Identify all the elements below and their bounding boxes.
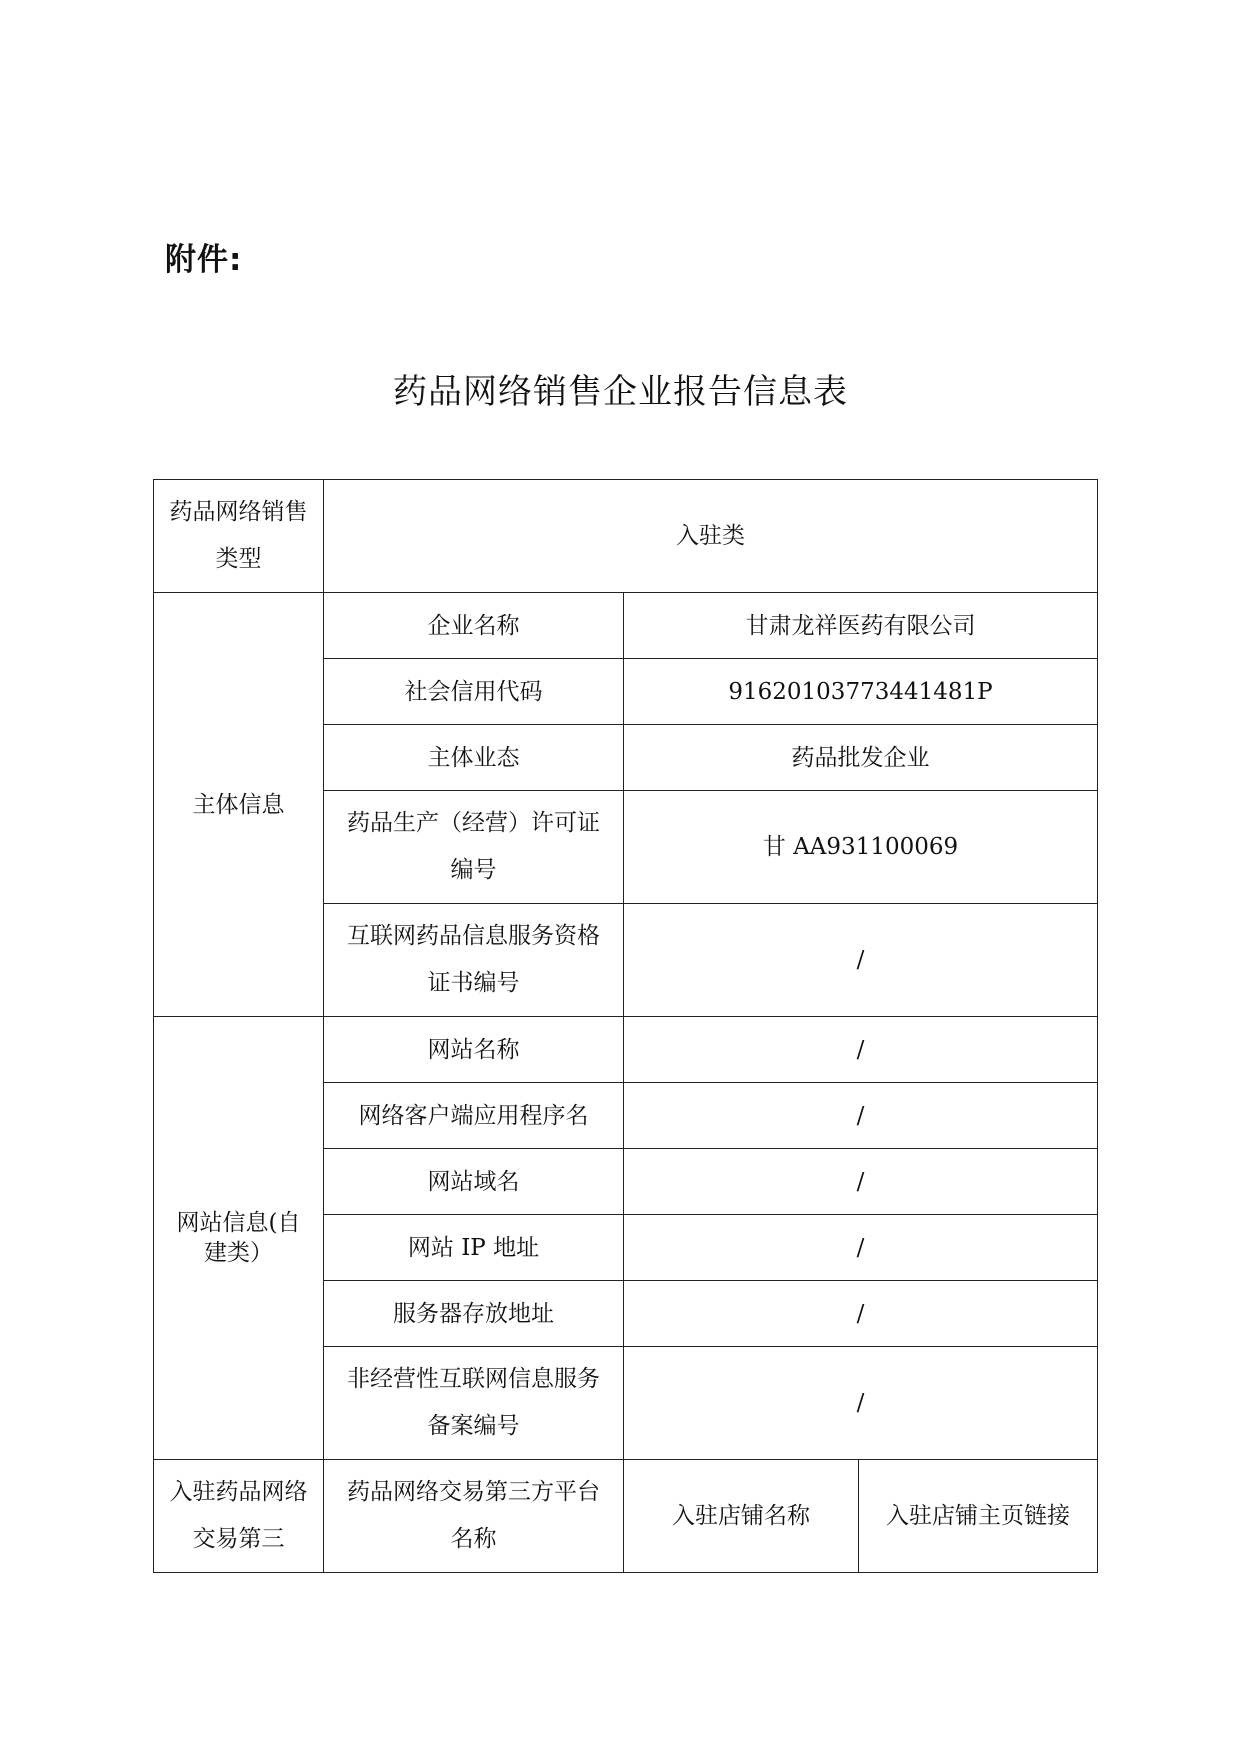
- attachment-label: 附件:: [165, 242, 243, 278]
- report-info-table: [153, 479, 1098, 1573]
- domain-value: /: [624, 1149, 1098, 1215]
- table-row: [154, 480, 1098, 593]
- sales-type-label: 药品网络销售类型: [154, 480, 324, 593]
- license-number-value: 甘 AA931100069: [624, 791, 1098, 904]
- platform-info-group-label: 入驻药品网络交易第三: [154, 1460, 324, 1573]
- icp-record-value: /: [624, 1347, 1098, 1460]
- sales-type-value: 入驻类: [324, 480, 1098, 593]
- internet-cert-value: /: [624, 904, 1098, 1017]
- table-row: [154, 593, 1098, 659]
- app-name-value: /: [624, 1083, 1098, 1149]
- store-link-header: 入驻店铺主页链接: [859, 1460, 1098, 1573]
- license-number-label: 药品生产（经营）许可证编号: [324, 791, 624, 904]
- company-name-label: 企业名称: [324, 593, 624, 659]
- server-address-label: 服务器存放地址: [324, 1281, 624, 1347]
- store-name-header: 入驻店铺名称: [624, 1460, 859, 1573]
- credit-code-label: 社会信用代码: [324, 659, 624, 725]
- ip-address-label: 网站 IP 地址: [324, 1215, 624, 1281]
- internet-cert-label: 互联网药品信息服务资格证书编号: [324, 904, 624, 1017]
- platform-name-header: 药品网络交易第三方平台名称: [324, 1460, 624, 1573]
- table-row: [154, 1017, 1098, 1083]
- website-info-group-label: 网站信息(自建类）: [154, 1017, 324, 1460]
- table-row: [154, 1460, 1098, 1573]
- website-name-value: /: [624, 1017, 1098, 1083]
- website-name-label: 网站名称: [324, 1017, 624, 1083]
- company-name-value: 甘肃龙祥医药有限公司: [624, 593, 1098, 659]
- domain-label: 网站域名: [324, 1149, 624, 1215]
- page-title: 药品网络销售企业报告信息表: [393, 372, 848, 412]
- credit-code-value: 91620103773441481P: [624, 659, 1098, 725]
- ip-address-value: /: [624, 1215, 1098, 1281]
- icp-record-label: 非经营性互联网信息服务备案编号: [324, 1347, 624, 1460]
- entity-info-group-label: 主体信息: [154, 593, 324, 1017]
- server-address-value: /: [624, 1281, 1098, 1347]
- app-name-label: 网络客户端应用程序名: [324, 1083, 624, 1149]
- business-type-value: 药品批发企业: [624, 725, 1098, 791]
- business-type-label: 主体业态: [324, 725, 624, 791]
